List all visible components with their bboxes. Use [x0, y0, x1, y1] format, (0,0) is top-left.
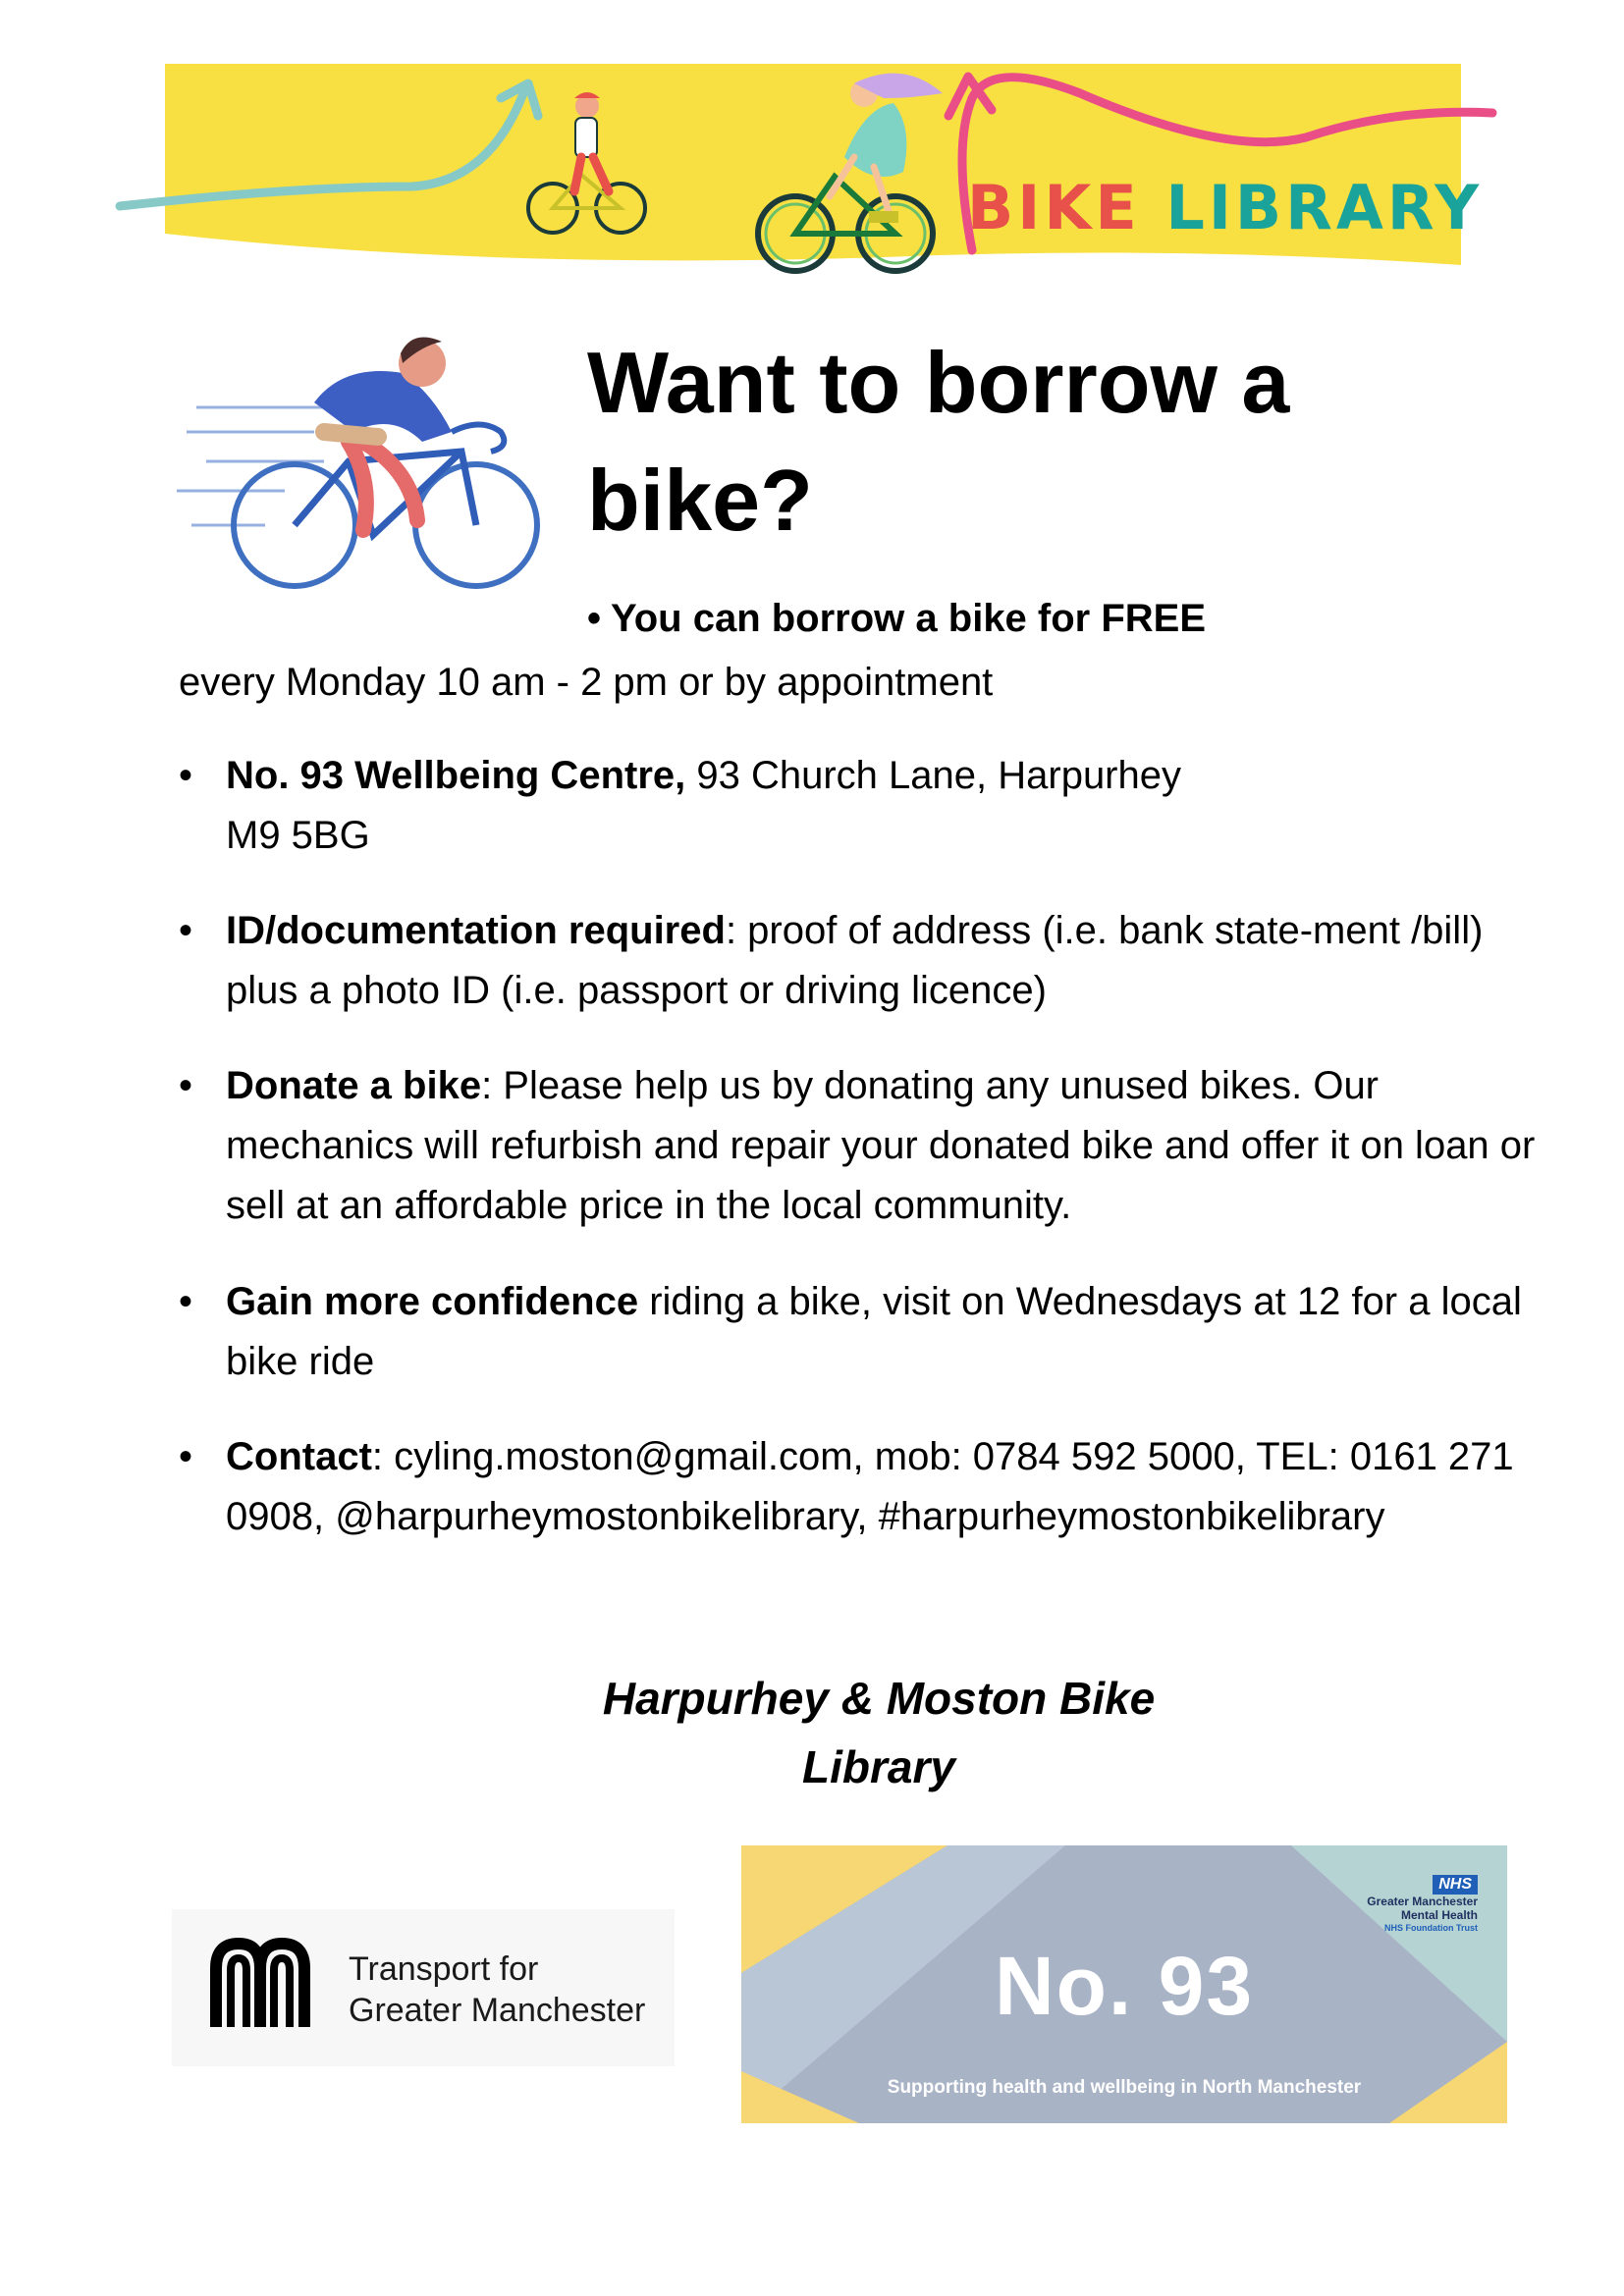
tfgm-line1: Transport for	[349, 1950, 539, 1988]
location-postcode: M9 5BG	[226, 814, 370, 857]
tfgm-logo	[172, 1909, 675, 2066]
tfgm-m-icon	[191, 1909, 349, 2066]
id-details: : proof of address (i.e. bank state-ment /bill) plus a photo ID (i.e. passport or driving licence)	[226, 909, 1484, 1012]
tfgm-line2: Greater Manchester	[349, 1992, 646, 2029]
location-label: No. 93 Wellbeing Centre,	[226, 754, 686, 797]
library-word: LIBRARY	[1165, 172, 1484, 243]
list-item-donate	[179, 1056, 1553, 1236]
location-address: 93 Church Lane, Harpurhey	[685, 754, 1181, 797]
page-headline: Want to borrow a bike?	[587, 334, 1290, 549]
speeding-cyclist-illustration	[177, 324, 550, 599]
borrow-free-text: You can borrow a bike for FREE	[611, 597, 1207, 640]
nhs-trust: NHS Foundation Trust	[1384, 1923, 1478, 1933]
handlebar-icon	[452, 425, 504, 453]
donate-label: Donate a bike	[226, 1064, 482, 1107]
bike-library-logo-text	[967, 172, 1483, 243]
nhs-org-line1: Greater Manchester	[1367, 1895, 1478, 1908]
rider-shorts-icon	[324, 432, 378, 437]
no93-title: No. 93	[994, 1940, 1255, 2032]
confidence-label: Gain more confidence	[226, 1280, 639, 1323]
id-label: ID/documentation required	[226, 909, 726, 952]
no93-logo-card	[741, 1845, 1507, 2123]
bullet-icon: •	[587, 597, 602, 640]
opening-hours: every Monday 10 am - 2 pm or by appointment	[179, 661, 994, 704]
list-item-confidence	[179, 1272, 1553, 1392]
list-item-location	[179, 746, 1553, 866]
borrow-free-line	[587, 589, 1206, 649]
library-name-line2: Library	[802, 1741, 955, 1792]
nhs-org-name	[1367, 1895, 1478, 1922]
list-item-contact	[179, 1427, 1553, 1547]
nhs-logo: NHS	[1433, 1875, 1478, 1895]
no93-tagline: Supporting health and wellbeing in North Manchester	[887, 2077, 1362, 2098]
list-item-id-required	[179, 901, 1553, 1021]
banner-artwork	[0, 0, 1624, 294]
bike-library-banner	[0, 0, 1624, 294]
bike-word: BIKE	[967, 172, 1141, 243]
confidence-details: riding a bike, visit on Wednesdays at 12 for a local bike ride	[226, 1280, 1522, 1383]
library-name	[0, 1664, 1624, 1801]
library-name-line1: Harpurhey & Moston Bike	[602, 1673, 1156, 1724]
contact-details: : cyling.moston@gmail.com, mob: 0784 592 5000, TEL: 0161 271 0908, @harpurheymostonbikelibrary, #harpurheymostonbikelibrary	[226, 1435, 1514, 1538]
nhs-org-line2: Mental Health	[1400, 1908, 1478, 1922]
nhs-branding	[1367, 1875, 1478, 1934]
tfgm-name	[349, 1949, 645, 2031]
contact-label: Contact	[226, 1435, 372, 1478]
donate-details: : Please help us by donating any unused bikes. Our mechanics will refurbish and repair your donated bike and offer it on loan or sell at an affordable price in the local community.	[226, 1064, 1536, 1227]
